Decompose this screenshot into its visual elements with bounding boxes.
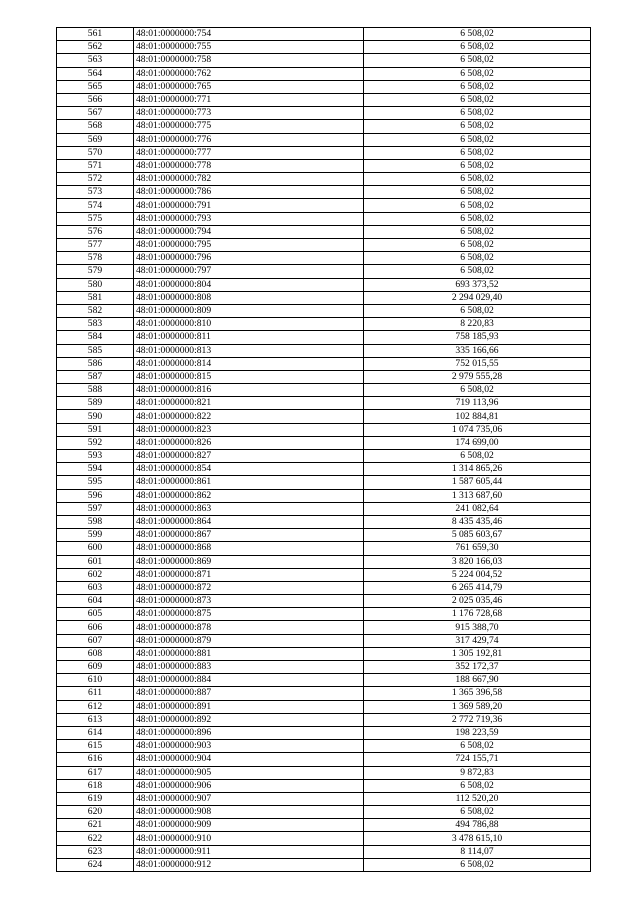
table-row <box>57 766 591 779</box>
row-number-cell: 618 <box>57 779 134 792</box>
cadastral-number-cell: 48:01:0000000:873 <box>134 595 364 608</box>
table-row <box>57 476 591 489</box>
cadastral-number-cell: 48:01:0000000:912 <box>134 858 364 871</box>
value-cell: 1 074 735,06 <box>364 423 591 436</box>
row-number-cell: 608 <box>57 647 134 660</box>
cadastral-number-cell: 48:01:0000000:816 <box>134 384 364 397</box>
cadastral-number-cell: 48:01:0000000:868 <box>134 542 364 555</box>
value-cell: 1 305 192,81 <box>364 647 591 660</box>
table-row <box>57 265 591 278</box>
table-row <box>57 212 591 225</box>
cadastral-number-cell: 48:01:0000000:795 <box>134 239 364 252</box>
cadastral-number-cell: 48:01:0000000:771 <box>134 93 364 106</box>
row-number-cell: 579 <box>57 265 134 278</box>
cadastral-number-cell: 48:01:0000000:823 <box>134 423 364 436</box>
table-row <box>57 858 591 871</box>
table-row <box>57 674 591 687</box>
cadastral-number-cell: 48:01:0000000:778 <box>134 159 364 172</box>
cadastral-number-cell: 48:01:0000000:793 <box>134 212 364 225</box>
row-number-cell: 570 <box>57 146 134 159</box>
value-cell: 6 508,02 <box>364 740 591 753</box>
value-cell: 5 085 603,67 <box>364 529 591 542</box>
table-row <box>57 239 591 252</box>
row-number-cell: 593 <box>57 450 134 463</box>
value-cell: 5 224 004,52 <box>364 568 591 581</box>
table-row <box>57 225 591 238</box>
cadastral-number-cell: 48:01:0000000:796 <box>134 252 364 265</box>
row-number-cell: 569 <box>57 133 134 146</box>
value-cell: 6 508,02 <box>364 133 591 146</box>
row-number-cell: 614 <box>57 726 134 739</box>
row-number-cell: 566 <box>57 93 134 106</box>
value-cell: 6 508,02 <box>364 199 591 212</box>
row-number-cell: 620 <box>57 806 134 819</box>
row-number-cell: 621 <box>57 819 134 832</box>
value-cell: 3 478 615,10 <box>364 832 591 845</box>
row-number-cell: 605 <box>57 608 134 621</box>
row-number-cell: 577 <box>57 239 134 252</box>
table-row <box>57 318 591 331</box>
row-number-cell: 615 <box>57 740 134 753</box>
value-cell: 6 508,02 <box>364 146 591 159</box>
table-row <box>57 159 591 172</box>
value-cell: 8 220,83 <box>364 318 591 331</box>
row-number-cell: 586 <box>57 357 134 370</box>
cadastral-number-cell: 48:01:0000000:875 <box>134 608 364 621</box>
row-number-cell: 567 <box>57 107 134 120</box>
table-row <box>57 819 591 832</box>
value-cell: 6 508,02 <box>364 252 591 265</box>
value-cell: 6 508,02 <box>364 806 591 819</box>
cadastral-number-cell: 48:01:0000000:907 <box>134 792 364 805</box>
row-number-cell: 602 <box>57 568 134 581</box>
table-row <box>57 278 591 291</box>
cadastral-number-cell: 48:01:0000000:911 <box>134 845 364 858</box>
table-row <box>57 252 591 265</box>
table-row <box>57 529 591 542</box>
table-row <box>57 304 591 317</box>
value-cell: 6 508,02 <box>364 41 591 54</box>
row-number-cell: 604 <box>57 595 134 608</box>
value-cell: 693 373,52 <box>364 278 591 291</box>
table-row <box>57 792 591 805</box>
value-cell: 2 979 555,28 <box>364 370 591 383</box>
row-number-cell: 565 <box>57 80 134 93</box>
table-row <box>57 740 591 753</box>
cadastral-number-cell: 48:01:0000000:821 <box>134 397 364 410</box>
value-cell: 198 223,59 <box>364 726 591 739</box>
value-cell: 6 508,02 <box>364 858 591 871</box>
value-cell: 1 176 728,68 <box>364 608 591 621</box>
value-cell: 6 508,02 <box>364 93 591 106</box>
cadastral-number-cell: 48:01:0000000:813 <box>134 344 364 357</box>
row-number-cell: 606 <box>57 621 134 634</box>
table-row <box>57 753 591 766</box>
row-number-cell: 572 <box>57 173 134 186</box>
table-row <box>57 647 591 660</box>
row-number-cell: 587 <box>57 370 134 383</box>
row-number-cell: 562 <box>57 41 134 54</box>
value-cell: 1 314 865,26 <box>364 463 591 476</box>
table-row <box>57 489 591 502</box>
table-row <box>57 634 591 647</box>
cadastral-number-cell: 48:01:0000000:765 <box>134 80 364 93</box>
row-number-cell: 581 <box>57 291 134 304</box>
cadastral-number-cell: 48:01:0000000:905 <box>134 766 364 779</box>
table-row <box>57 700 591 713</box>
cadastral-number-cell: 48:01:0000000:881 <box>134 647 364 660</box>
value-cell: 6 508,02 <box>364 779 591 792</box>
value-cell: 915 388,70 <box>364 621 591 634</box>
cadastral-number-cell: 48:01:0000000:867 <box>134 529 364 542</box>
cadastral-number-cell: 48:01:0000000:797 <box>134 265 364 278</box>
value-cell: 758 185,93 <box>364 331 591 344</box>
value-cell: 1 365 396,58 <box>364 687 591 700</box>
table-row <box>57 54 591 67</box>
table-row <box>57 779 591 792</box>
cadastral-number-cell: 48:01:0000000:878 <box>134 621 364 634</box>
row-number-cell: 575 <box>57 212 134 225</box>
table-row <box>57 107 591 120</box>
value-cell: 719 113,96 <box>364 397 591 410</box>
cadastral-number-cell: 48:01:0000000:827 <box>134 450 364 463</box>
value-cell: 3 820 166,03 <box>364 555 591 568</box>
row-number-cell: 584 <box>57 331 134 344</box>
value-cell: 1 369 589,20 <box>364 700 591 713</box>
cadastral-number-cell: 48:01:0000000:811 <box>134 331 364 344</box>
cadastral-number-cell: 48:01:0000000:910 <box>134 832 364 845</box>
row-number-cell: 571 <box>57 159 134 172</box>
row-number-cell: 580 <box>57 278 134 291</box>
value-cell: 6 508,02 <box>364 107 591 120</box>
row-number-cell: 610 <box>57 674 134 687</box>
value-cell: 6 508,02 <box>364 54 591 67</box>
table-row <box>57 661 591 674</box>
table-row <box>57 502 591 515</box>
row-number-cell: 576 <box>57 225 134 238</box>
table-row <box>57 845 591 858</box>
value-cell: 188 667,90 <box>364 674 591 687</box>
value-cell: 724 155,71 <box>364 753 591 766</box>
value-cell: 8 435 435,46 <box>364 515 591 528</box>
cadastral-number-cell: 48:01:0000000:896 <box>134 726 364 739</box>
table-row <box>57 93 591 106</box>
table-row <box>57 28 591 41</box>
cadastral-number-cell: 48:01:0000000:786 <box>134 186 364 199</box>
value-cell: 6 508,02 <box>364 120 591 133</box>
table-row <box>57 344 591 357</box>
row-number-cell: 592 <box>57 436 134 449</box>
row-number-cell: 612 <box>57 700 134 713</box>
row-number-cell: 561 <box>57 28 134 41</box>
cadastral-number-cell: 48:01:0000000:863 <box>134 502 364 515</box>
value-cell: 102 884,81 <box>364 410 591 423</box>
value-cell: 2 025 035,46 <box>364 595 591 608</box>
table-row <box>57 621 591 634</box>
cadastral-number-cell: 48:01:0000000:891 <box>134 700 364 713</box>
cadastral-number-cell: 48:01:0000000:908 <box>134 806 364 819</box>
table-row <box>57 713 591 726</box>
table-row <box>57 357 591 370</box>
cadastral-number-cell: 48:01:0000000:892 <box>134 713 364 726</box>
row-number-cell: 609 <box>57 661 134 674</box>
row-number-cell: 596 <box>57 489 134 502</box>
value-cell: 2 294 029,40 <box>364 291 591 304</box>
value-cell: 6 508,02 <box>364 239 591 252</box>
value-cell: 6 508,02 <box>364 450 591 463</box>
row-number-cell: 624 <box>57 858 134 871</box>
cadastral-number-cell: 48:01:0000000:872 <box>134 581 364 594</box>
value-cell: 6 508,02 <box>364 67 591 80</box>
table-row <box>57 186 591 199</box>
row-number-cell: 616 <box>57 753 134 766</box>
cadastral-number-cell: 48:01:0000000:794 <box>134 225 364 238</box>
table-row <box>57 463 591 476</box>
row-number-cell: 600 <box>57 542 134 555</box>
cadastral-number-cell: 48:01:0000000:809 <box>134 304 364 317</box>
cadastral-number-cell: 48:01:0000000:869 <box>134 555 364 568</box>
value-cell: 6 508,02 <box>364 186 591 199</box>
row-number-cell: 603 <box>57 581 134 594</box>
value-cell: 1 313 687,60 <box>364 489 591 502</box>
table-row <box>57 133 591 146</box>
cadastral-number-cell: 48:01:0000000:773 <box>134 107 364 120</box>
cadastral-number-cell: 48:01:0000000:754 <box>134 28 364 41</box>
row-number-cell: 611 <box>57 687 134 700</box>
row-number-cell: 617 <box>57 766 134 779</box>
cadastral-number-cell: 48:01:0000000:904 <box>134 753 364 766</box>
table-row <box>57 542 591 555</box>
cadastral-number-cell: 48:01:0000000:903 <box>134 740 364 753</box>
cadastral-number-cell: 48:01:0000000:884 <box>134 674 364 687</box>
cadastral-number-cell: 48:01:0000000:776 <box>134 133 364 146</box>
value-cell: 6 508,02 <box>364 384 591 397</box>
table-row <box>57 806 591 819</box>
table-row <box>57 146 591 159</box>
table-row <box>57 726 591 739</box>
table-row <box>57 555 591 568</box>
row-number-cell: 595 <box>57 476 134 489</box>
table-row <box>57 199 591 212</box>
table-row <box>57 370 591 383</box>
cadastral-number-cell: 48:01:0000000:775 <box>134 120 364 133</box>
cadastral-number-cell: 48:01:0000000:854 <box>134 463 364 476</box>
row-number-cell: 619 <box>57 792 134 805</box>
value-cell: 8 114,07 <box>364 845 591 858</box>
cadastral-number-cell: 48:01:0000000:879 <box>134 634 364 647</box>
table-row <box>57 436 591 449</box>
value-cell: 9 872,83 <box>364 766 591 779</box>
cadastral-number-cell: 48:01:0000000:864 <box>134 515 364 528</box>
row-number-cell: 564 <box>57 67 134 80</box>
table-row <box>57 687 591 700</box>
cadastral-number-cell: 48:01:0000000:758 <box>134 54 364 67</box>
row-number-cell: 568 <box>57 120 134 133</box>
row-number-cell: 623 <box>57 845 134 858</box>
table-row <box>57 568 591 581</box>
table-row <box>57 331 591 344</box>
table-row <box>57 80 591 93</box>
row-number-cell: 607 <box>57 634 134 647</box>
value-cell: 6 508,02 <box>364 159 591 172</box>
cadastral-number-cell: 48:01:0000000:810 <box>134 318 364 331</box>
value-cell: 761 659,30 <box>364 542 591 555</box>
table-row <box>57 595 591 608</box>
cadastral-number-cell: 48:01:0000000:883 <box>134 661 364 674</box>
row-number-cell: 574 <box>57 199 134 212</box>
value-cell: 1 587 605,44 <box>364 476 591 489</box>
table-row <box>57 291 591 304</box>
cadastral-number-cell: 48:01:0000000:815 <box>134 370 364 383</box>
value-cell: 6 508,02 <box>364 28 591 41</box>
cadastral-number-cell: 48:01:0000000:822 <box>134 410 364 423</box>
table-row <box>57 450 591 463</box>
table-row <box>57 120 591 133</box>
cadastral-number-cell: 48:01:0000000:808 <box>134 291 364 304</box>
row-number-cell: 591 <box>57 423 134 436</box>
table-body <box>57 28 591 872</box>
row-number-cell: 597 <box>57 502 134 515</box>
value-cell: 352 172,37 <box>364 661 591 674</box>
value-cell: 174 699,00 <box>364 436 591 449</box>
table-row <box>57 423 591 436</box>
table-row <box>57 515 591 528</box>
cadastral-number-cell: 48:01:0000000:826 <box>134 436 364 449</box>
cadastral-number-cell: 48:01:0000000:871 <box>134 568 364 581</box>
cadastral-number-cell: 48:01:0000000:777 <box>134 146 364 159</box>
table-row <box>57 410 591 423</box>
row-number-cell: 585 <box>57 344 134 357</box>
value-cell: 6 265 414,79 <box>364 581 591 594</box>
row-number-cell: 601 <box>57 555 134 568</box>
value-cell: 241 082,64 <box>364 502 591 515</box>
cadastral-number-cell: 48:01:0000000:791 <box>134 199 364 212</box>
cadastral-value-table <box>56 27 591 872</box>
value-cell: 752 015,55 <box>364 357 591 370</box>
cadastral-number-cell: 48:01:0000000:755 <box>134 41 364 54</box>
row-number-cell: 563 <box>57 54 134 67</box>
row-number-cell: 590 <box>57 410 134 423</box>
cadastral-number-cell: 48:01:0000000:804 <box>134 278 364 291</box>
cadastral-number-cell: 48:01:0000000:887 <box>134 687 364 700</box>
row-number-cell: 622 <box>57 832 134 845</box>
value-cell: 6 508,02 <box>364 212 591 225</box>
cadastral-number-cell: 48:01:0000000:762 <box>134 67 364 80</box>
value-cell: 2 772 719,36 <box>364 713 591 726</box>
value-cell: 112 520,20 <box>364 792 591 805</box>
table-row <box>57 397 591 410</box>
row-number-cell: 598 <box>57 515 134 528</box>
value-cell: 494 786,88 <box>364 819 591 832</box>
value-cell: 335 166,66 <box>364 344 591 357</box>
value-cell: 6 508,02 <box>364 80 591 93</box>
cadastral-number-cell: 48:01:0000000:814 <box>134 357 364 370</box>
row-number-cell: 578 <box>57 252 134 265</box>
row-number-cell: 613 <box>57 713 134 726</box>
table-row <box>57 173 591 186</box>
cadastral-number-cell: 48:01:0000000:861 <box>134 476 364 489</box>
row-number-cell: 583 <box>57 318 134 331</box>
value-cell: 6 508,02 <box>364 225 591 238</box>
table-row <box>57 384 591 397</box>
row-number-cell: 588 <box>57 384 134 397</box>
table-row <box>57 608 591 621</box>
row-number-cell: 599 <box>57 529 134 542</box>
cadastral-number-cell: 48:01:0000000:862 <box>134 489 364 502</box>
cadastral-number-cell: 48:01:0000000:909 <box>134 819 364 832</box>
table-row <box>57 832 591 845</box>
row-number-cell: 594 <box>57 463 134 476</box>
cadastral-number-cell: 48:01:0000000:906 <box>134 779 364 792</box>
row-number-cell: 582 <box>57 304 134 317</box>
value-cell: 6 508,02 <box>364 304 591 317</box>
table-row <box>57 67 591 80</box>
cadastral-number-cell: 48:01:0000000:782 <box>134 173 364 186</box>
table-row <box>57 581 591 594</box>
row-number-cell: 589 <box>57 397 134 410</box>
row-number-cell: 573 <box>57 186 134 199</box>
value-cell: 6 508,02 <box>364 173 591 186</box>
table-row <box>57 41 591 54</box>
value-cell: 317 429,74 <box>364 634 591 647</box>
value-cell: 6 508,02 <box>364 265 591 278</box>
